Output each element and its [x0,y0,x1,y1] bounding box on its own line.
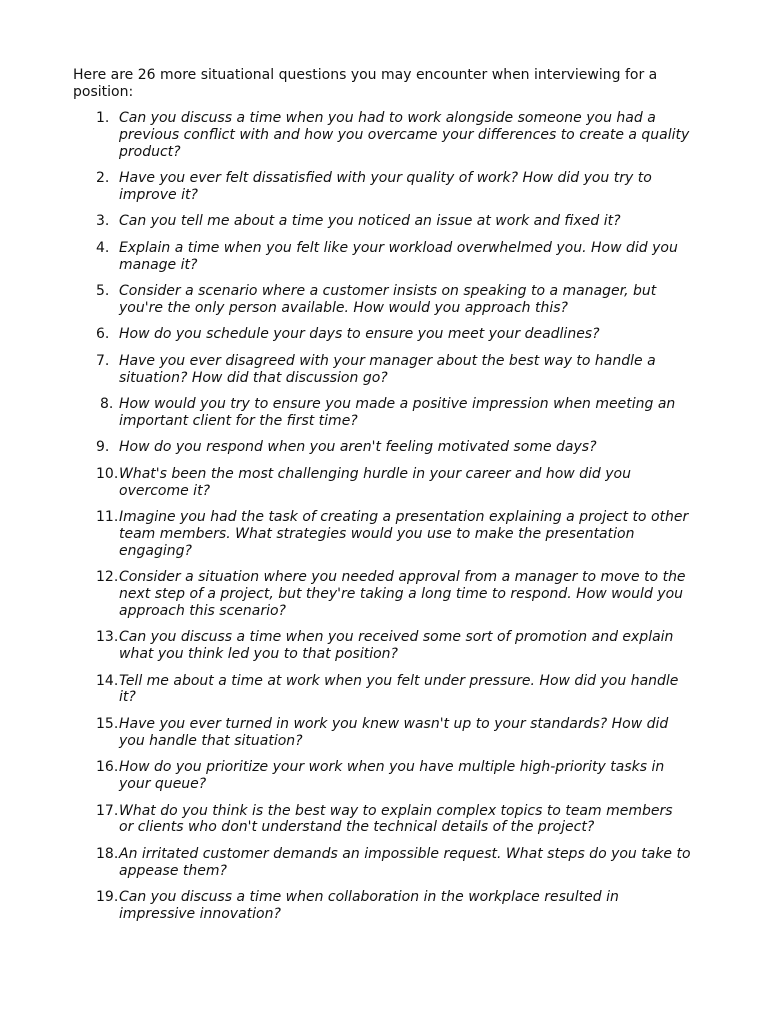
list-item [0,759,768,793]
item-number: 19. [96,889,119,906]
list-item [0,170,768,204]
list-item [0,396,768,430]
item-number: 1. [96,110,110,126]
question-text: Consider a situation where you needed approval from a manager to move to the next step of a project, but they're taking a long time to respond. How would you approach this scenario? [119,569,686,619]
item-number: 2. [96,170,110,187]
list-item [0,466,768,500]
item-number: 9. [96,439,110,456]
question-text: How would you try to ensure you made a positive impression when meeting an important client for the first time? [119,396,676,429]
question-text: How do you prioritize your work when you have multiple high-priority tasks in your queue? [119,759,665,793]
list-item [0,283,768,317]
question-text: Tell me about a time at work when you felt under pressure. How did you handle it? [119,672,679,706]
question-text: Have you ever turned in work you knew wasn't up to your standards? How did you handle that situation? [119,715,669,749]
list-item [0,889,768,923]
question-list [0,110,768,932]
item-number: 6. [96,326,110,343]
item-number: 15. [96,715,119,732]
item-number: 16. [96,759,119,776]
item-number: 13. [96,629,119,646]
item-number: 7. [96,352,110,369]
question-text: How do you respond when you aren't feeling motivated some days? [119,439,597,456]
question-text: What's been the most challenging hurdle in your career and how did you overcome it? [119,465,631,499]
question-text: Can you discuss a time when you received some sort of promotion and explain what you think led you to that position? [119,629,674,663]
question-text: How do you schedule your days to ensure you meet your deadlines? [119,326,600,343]
item-number: 3. [96,213,110,230]
list-item [0,240,768,274]
question-text: Can you discuss a time when collaboration in the workplace resulted in impressive innovation? [119,889,619,922]
item-number: 18. [96,845,119,862]
question-text: Consider a scenario where a customer insists on speaking to a manager, but you're the only person available. How would you approach this? [119,283,657,316]
question-text: Imagine you had the task of creating a presentation explaining a project to other team members. What strategies would you use to make the presentation engaging? [119,509,689,559]
list-item [0,439,768,456]
question-text: What do you think is the best way to explain complex topics to team members or clients who don't understand the technical details of the project? [119,802,673,836]
question-text: An irritated customer demands an impossible request. What steps do you take to appease them? [119,845,691,879]
question-text: Can you tell me about a time you noticed an issue at work and fixed it? [119,213,621,230]
item-number: 17. [96,802,119,819]
item-number: 11. [96,509,119,526]
list-item [0,569,768,619]
list-item [0,326,768,343]
item-number: 12. [96,569,119,586]
item-number: 8. [100,396,114,413]
item-number: 14. [96,672,119,689]
list-item [0,353,768,387]
list-item [0,716,768,750]
question-text: Have you ever felt dissatisfied with your quality of work? How did you try to improve it? [119,170,652,203]
list-item [0,110,768,160]
list-item [0,509,768,559]
list-item [0,803,768,837]
intro-paragraph: Here are 26 more situational questions you may encounter when interviewing for a position: [73,67,658,100]
list-item [0,629,768,663]
list-item [0,673,768,707]
list-item [0,846,768,880]
item-number: 4. [96,239,110,256]
question-text: Can you discuss a time when you had to work alongside someone you had a previous conflict with and how you overcame your differences to create a quality product? [119,110,690,160]
question-text: Have you ever disagreed with your manager about the best way to handle a situation? How did that discussion go? [119,352,656,386]
list-item [0,213,768,230]
item-number: 5. [96,283,110,300]
question-text: Explain a time when you felt like your workload overwhelmed you. How did you manage it? [119,239,678,273]
item-number: 10. [96,465,119,482]
